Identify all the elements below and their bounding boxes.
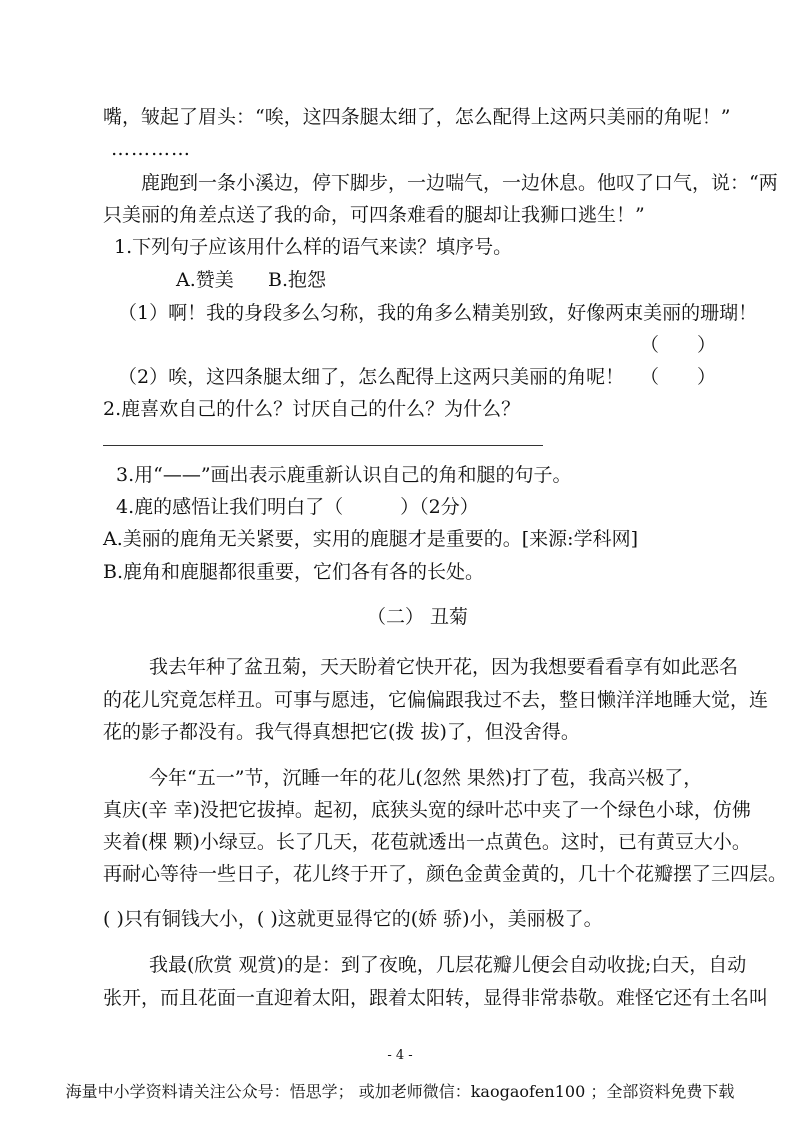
story2-paragraph-line: 的花儿究竟怎样丑。可事与愿违，它偏偏跟我过不去，整日懒洋洋地睡大觉，连 <box>103 689 769 711</box>
story2-paragraph-line: ( )只有铜钱大小，( )这就更显得它的(娇 骄)小，美丽极了。 <box>103 908 603 930</box>
section-title: （二） 丑菊 <box>367 606 469 628</box>
footer-promo-note: 海量中小学资料请关注公众号：悟思学； 或加老师微信：kaogaofen100 ；全部资料免费下载 <box>65 1082 735 1101</box>
question-1-option-a: A.赞美 <box>176 269 234 291</box>
story2-paragraph-line: 真庆(辛 幸)没把它拔掉。起初，底狭头宽的绿叶芯中夹了一个绿色小球，仿佛 <box>103 799 751 821</box>
answer-line <box>103 445 543 446</box>
story2-paragraph-line: 我最(欣赏 观赏)的是：到了夜晚，几层花瓣儿便会自动收拢;白天，自动 <box>149 954 747 976</box>
question-3: 3.用“——”画出表示鹿重新认识自己的角和腿的句子。 <box>116 464 572 486</box>
question-1-item-1: （1）啊！我的身段多么匀称，我的角多么精美别致，好像两束美丽的珊瑚！ <box>118 302 758 324</box>
question-1-item-1-answer-blank: （ ） <box>640 334 717 356</box>
question-4: 4.鹿的感悟让我们明白了（ ）（2分） <box>116 496 479 518</box>
story1-paragraph-line: 鹿跑到一条小溪边，停下脚步，一边喘气，一边休息。他叹了口气，说：“两 <box>141 172 778 194</box>
story2-paragraph-line: 花的影子都没有。我气得真想把它(拨 拔)了，但没舍得。 <box>103 721 580 743</box>
page-number: - 4 - <box>387 1048 413 1063</box>
question-1-option-b: B.抱怨 <box>268 269 327 291</box>
story2-paragraph-line: 张开，而且花面一直迎着太阳，跟着太阳转，显得非常恭敬。难怪它还有土名叫 <box>103 987 769 1009</box>
question-4-option-b: B.鹿角和鹿腿都很重要，它们各有各的长处。 <box>103 561 485 583</box>
story1-line: 嘴，皱起了眉头：“唉，这四条腿太细了，怎么配得上这两只美丽的角呢！” <box>103 106 731 128</box>
story1-ellipsis: ………… <box>111 138 191 160</box>
story2-paragraph-line: 夹着(棵 颗)小绿豆。长了几天，花苞就透出一点黄色。这时，已有黄豆大小。 <box>103 831 751 853</box>
story1-paragraph-line: 只美丽的角差点送了我的命，可四条难看的腿却让我狮口逃生！” <box>103 204 645 226</box>
question-1-item-2-answer-blank: （ ） <box>640 366 717 388</box>
question-2: 2.鹿喜欢自己的什么？讨厌自己的什么？为什么？ <box>103 398 521 420</box>
question-1-item-2: （2）唉，这四条腿太细了，怎么配得上这两只美丽的角呢！ <box>118 366 625 388</box>
question-4-option-a: A.美丽的鹿角无关紧要，实用的鹿腿才是重要的。[来源:学科网] <box>103 528 638 550</box>
story2-paragraph-line: 今年“五一”节，沉睡一年的花儿(忽然 果然)打了苞，我高兴极了， <box>149 767 703 789</box>
story2-paragraph-line: 再耐心等待一些日子，花儿终于开了，颜色金黄金黄的，几十个花瓣摆了三四层。 <box>103 863 788 885</box>
story2-paragraph-line: 我去年种了盆丑菊，天天盼着它快开花，因为我想要看看享有如此恶名 <box>149 656 739 678</box>
question-1: 1.下列句子应该用什么样的语气来读？填序号。 <box>114 236 513 258</box>
